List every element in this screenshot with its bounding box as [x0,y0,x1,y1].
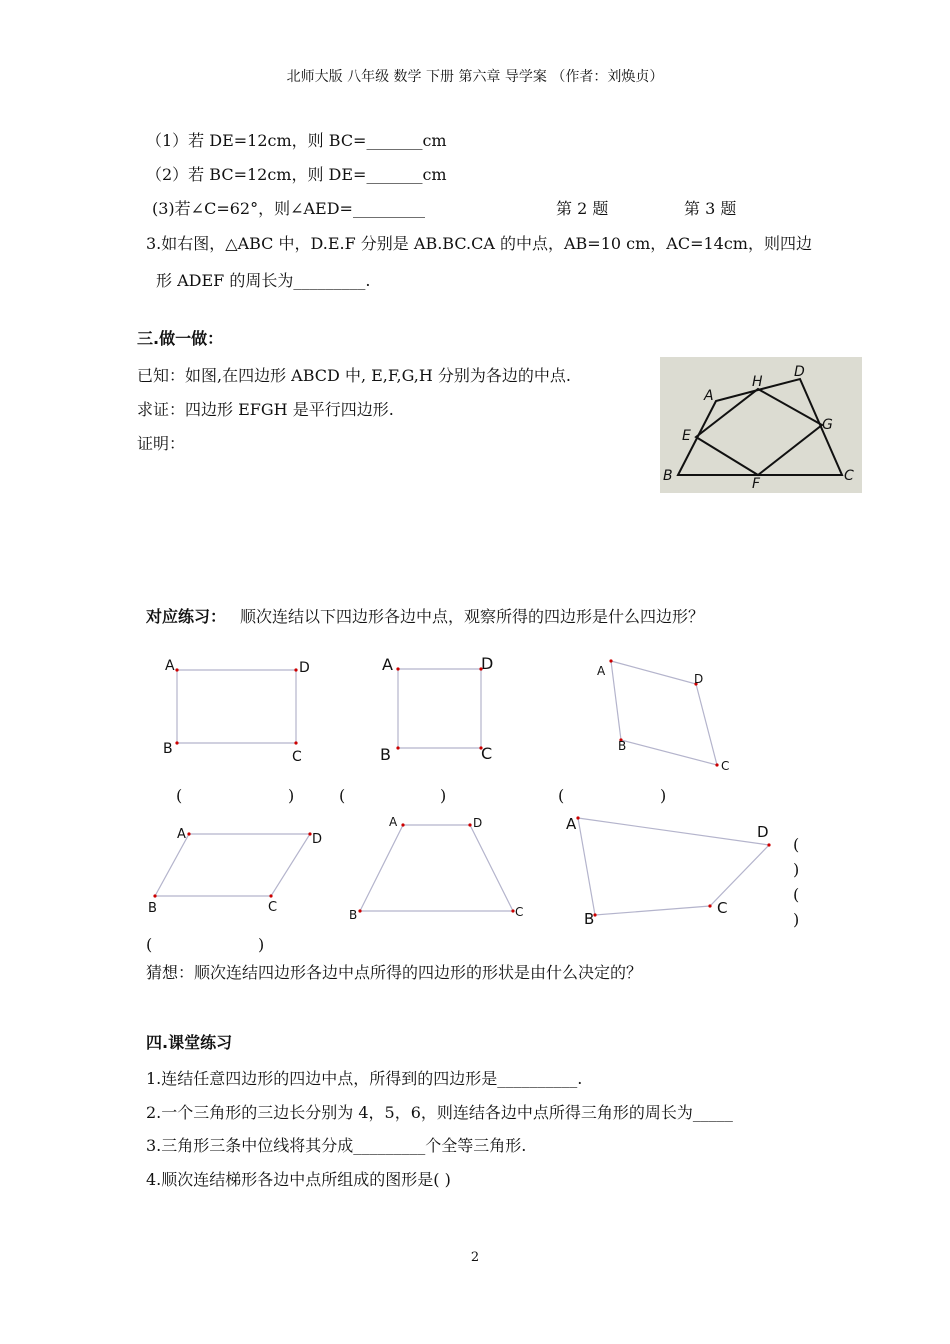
guess-text: 猜想：顺次连结四边形各边中点所得的四边形的形状是由什么决定的？ [146,963,643,982]
page-header: 北师大版 八年级 数学 下册 第六章 导学案 （作者：刘焕贞） [286,69,664,85]
rect-label-c: C [292,749,302,765]
para-label-b: B [148,901,157,916]
trap-label-d: D [473,816,483,830]
exercise-2: 2.一个三角形的三边长分别为 4，5，6，则连结各边中点所得三角形的周长为_____ [146,1103,733,1122]
answer-paren-open-2: ( [339,786,346,805]
answer-paren-open-6: ( [146,935,153,954]
label-b: B [663,468,673,484]
quadrilateral-figure [660,357,862,493]
quad-label-b: B [584,910,595,928]
shape-irregular-quadrilateral [578,818,769,915]
rect-label-b: B [163,741,173,757]
answer-paren-open-5: ( [793,885,800,904]
shape-trapezoid [360,825,513,911]
rhombus-label-a: A [597,664,606,678]
quad-label-d: D [757,823,769,841]
rhombus-label-b: B [618,739,627,753]
exercise-3: 3.三角形三条中位线将其分成_________个全等三角形. [146,1136,527,1155]
q3-line-2: 形 ADEF 的周长为_________. [156,271,371,290]
label-c: C [844,468,854,484]
practice-text: 顺次连结以下四边形各边中点，观察所得的四边形是什么四边形？ [240,607,705,626]
answer-paren-close-5: ) [793,910,800,929]
label-d: D [794,364,805,380]
trap-label-a: A [389,815,398,829]
trap-label-c: C [515,905,524,919]
q3-line-1: 3.如右图，△ABC 中，D.E.F 分别是 AB.BC.CA 的中点，AB=10 cm，AC=14cm，则四边 [146,234,812,253]
practice-shapes [0,640,950,940]
exercise-4: 4.顺次连结梯形各边中点所组成的图形是( ) [146,1170,451,1189]
prove-text: 求证：四边形 EFGH 是平行四边形. [137,400,394,419]
square-label-d: D [481,654,494,673]
given-text: 已知：如图,在四边形 ABCD 中, E,F,G,H 分别为各边的中点. [137,366,571,385]
figure-2-caption: 第 2 题 [556,199,609,218]
rect-label-d: D [299,660,310,676]
section-4-title: 四.课堂练习 [146,1033,233,1052]
para-label-c: C [268,900,278,915]
label-e: E [682,428,691,444]
para-label-a: A [177,827,186,842]
shape-square [398,669,481,748]
q2-line-2: （2）若 BC=12cm，则 DE=_______cm [146,165,447,184]
answer-paren-close-2: ) [440,786,447,805]
proof-label: 证明： [137,434,186,453]
label-h: H [752,374,763,390]
square-label-c: C [481,744,493,763]
q2-line-1: （1）若 DE=12cm，则 BC=_______cm [146,131,447,150]
page-number: 2 [470,1250,480,1265]
label-g: G [822,417,833,433]
answer-paren-open-1: ( [176,786,183,805]
rhombus-label-c: C [721,759,730,773]
label-a: A [704,388,714,404]
answer-paren-open-4: ( [793,835,800,854]
square-label-a: A [382,655,393,674]
figure-3-caption: 第 3 题 [684,199,737,218]
answer-paren-open-3: ( [558,786,565,805]
answer-paren-close-1: ) [288,786,295,805]
trap-label-b: B [349,908,358,922]
quad-label-a: A [566,815,577,833]
section-3-title: 三.做一做： [137,329,224,348]
quad-label-c: C [717,899,728,917]
answer-paren-close-3: ) [660,786,667,805]
rect-label-a: A [165,658,175,674]
shape-rectangle [177,670,296,743]
square-label-b: B [380,745,391,764]
para-label-d: D [312,832,323,847]
practice-label: 对应练习： [146,607,227,626]
shape-parallelogram [155,834,310,896]
exercise-1: 1.连结任意四边形的四边中点，所得到的四边形是__________. [146,1069,583,1088]
rhombus-label-d: D [694,672,704,686]
q2-line-3: (3)若∠C=62°，则∠AED=_________ [152,199,425,218]
answer-paren-close-4: ) [793,860,800,879]
label-f: F [752,476,761,492]
answer-paren-close-6: ) [258,935,265,954]
quadrilateral-abcd [678,379,842,475]
